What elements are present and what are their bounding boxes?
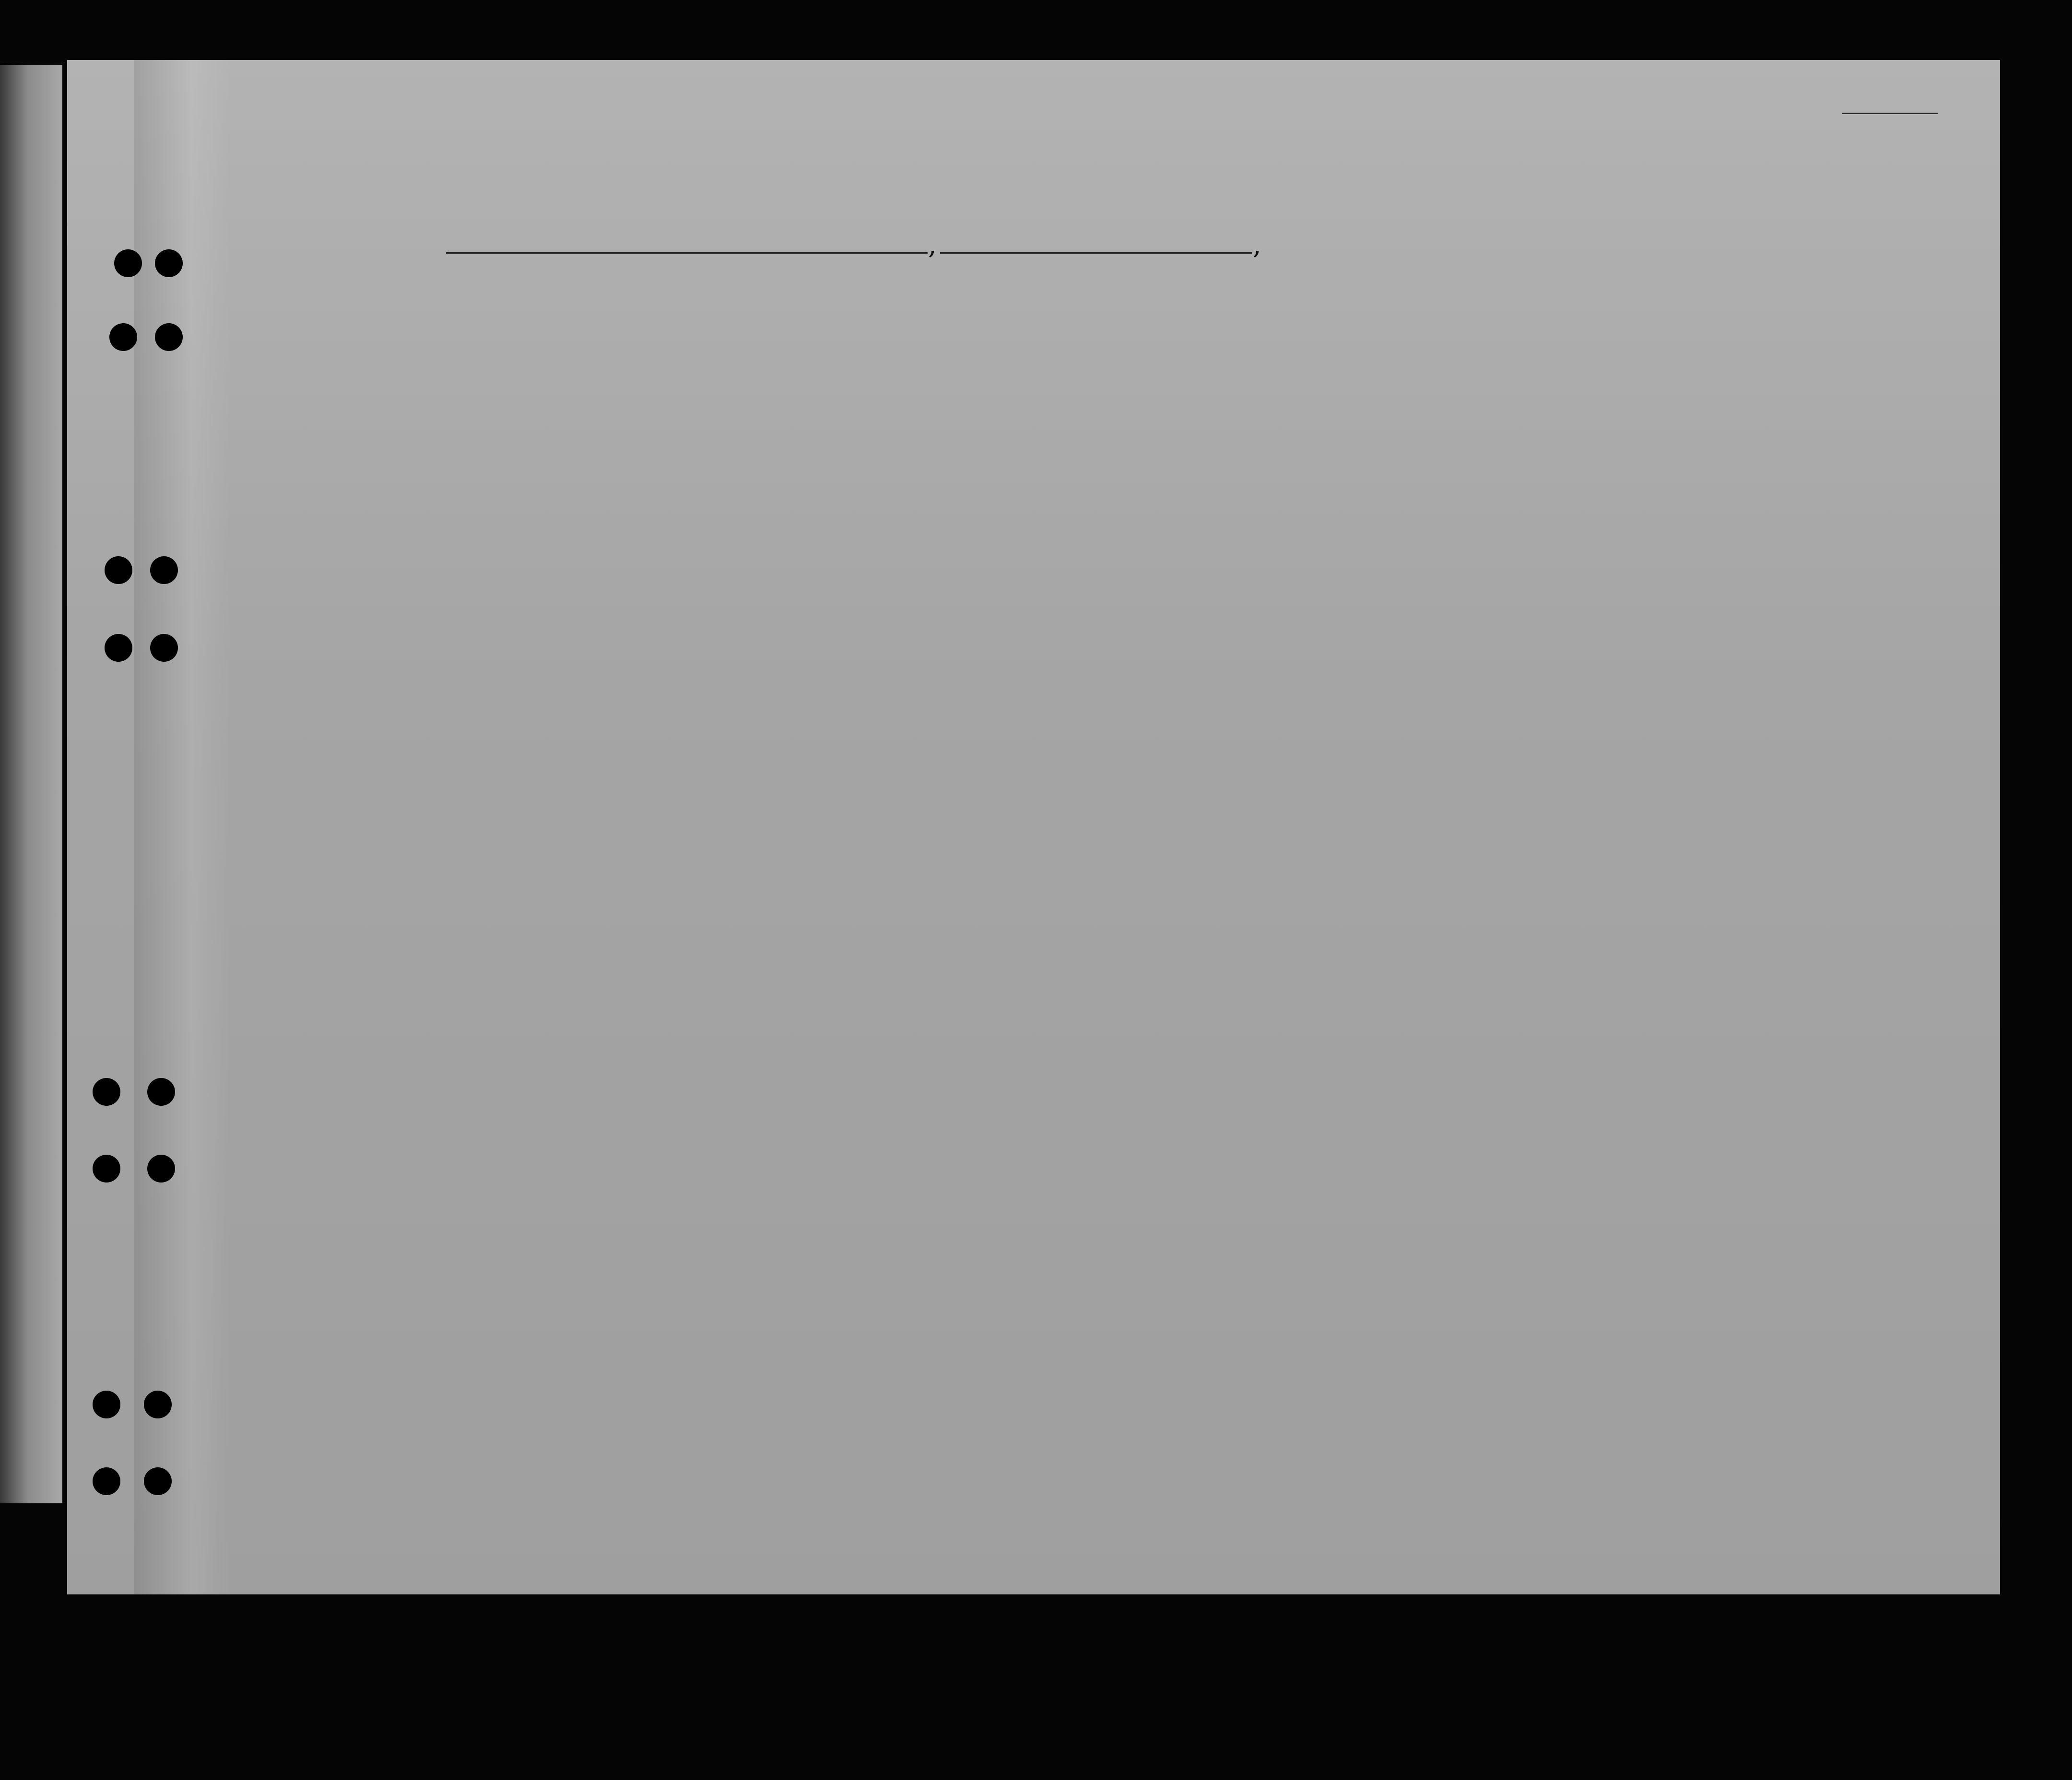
punch-hole (147, 1078, 175, 1106)
punch-hole (155, 323, 183, 351)
list-number (1842, 113, 1938, 114)
punch-hole (93, 1467, 120, 1495)
punch-hole (114, 249, 142, 277)
punch-hole (150, 634, 178, 662)
port-of-arrival (446, 229, 928, 254)
previous-page-edge (0, 65, 62, 1503)
punch-hole (93, 1391, 120, 1418)
manifest-sheet (67, 60, 2000, 1594)
punch-hole (105, 556, 132, 584)
punch-hole (93, 1155, 120, 1183)
arrival-date (940, 229, 1252, 254)
punch-hole (147, 1155, 175, 1183)
punch-hole (109, 323, 137, 351)
punch-hole (150, 556, 178, 584)
punch-hole (105, 634, 132, 662)
punch-hole (155, 249, 183, 277)
page-fold (134, 60, 230, 1594)
separator-comma: , (1253, 229, 1261, 260)
punch-hole (144, 1467, 172, 1495)
punch-hole (93, 1078, 120, 1106)
punch-hole (144, 1391, 172, 1418)
separator-comma: , (928, 229, 937, 260)
